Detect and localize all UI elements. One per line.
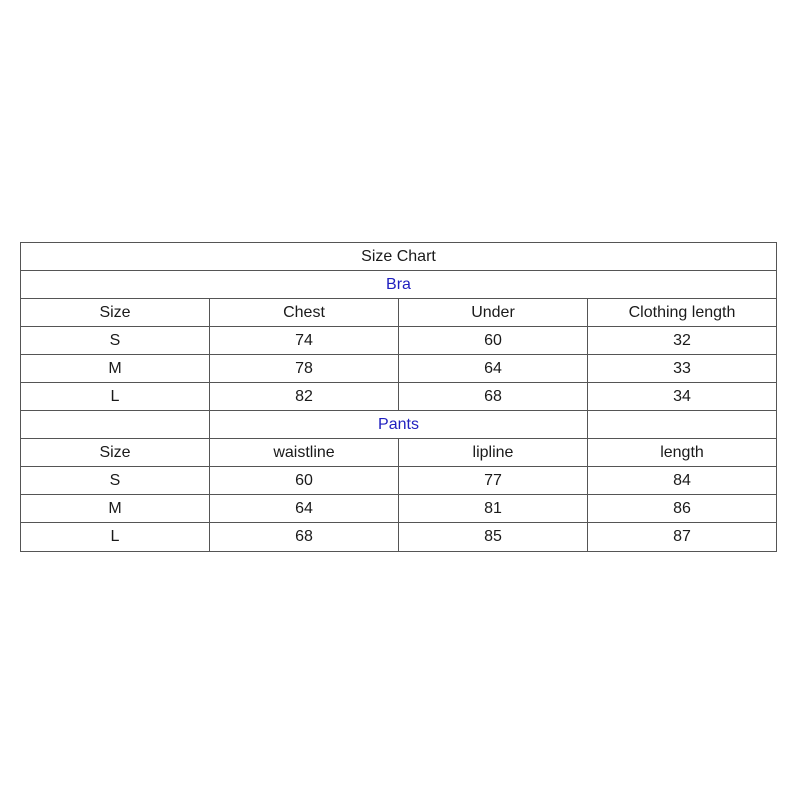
column-header: Under [399,299,588,327]
table-cell: M [21,495,210,523]
table-cell: 81 [399,495,588,523]
table-cell: 64 [210,495,399,523]
table-cell: S [21,327,210,355]
bra-section-row [21,271,777,299]
column-header: Size [21,439,210,467]
table-row [21,467,777,495]
pants-header-row [21,439,777,467]
table-cell: 68 [399,383,588,411]
table-cell: 77 [399,467,588,495]
size-chart-table [20,242,777,552]
title-row [21,243,777,271]
column-header: lipline [399,439,588,467]
bra-section-title: Bra [21,271,777,299]
table-cell: L [21,523,210,552]
table-row [21,523,777,552]
table-cell: 64 [399,355,588,383]
table-row [21,327,777,355]
table-cell: 82 [210,383,399,411]
table-row [21,383,777,411]
table-cell: 87 [588,523,777,552]
column-header: waistline [210,439,399,467]
table-cell: S [21,467,210,495]
bra-header-row [21,299,777,327]
table-cell: 84 [588,467,777,495]
table-cell: 74 [210,327,399,355]
column-header: Size [21,299,210,327]
table-cell: 33 [588,355,777,383]
table-cell: 86 [588,495,777,523]
table-cell: L [21,383,210,411]
pants-section-row [21,411,777,439]
table-cell: 60 [399,327,588,355]
table-row [21,495,777,523]
column-header: length [588,439,777,467]
table-cell: M [21,355,210,383]
empty-cell [588,411,777,439]
table-cell: 34 [588,383,777,411]
column-header: Clothing length [588,299,777,327]
table-cell: 32 [588,327,777,355]
table-cell: 78 [210,355,399,383]
table-cell: 85 [399,523,588,552]
chart-title: Size Chart [21,243,777,271]
table-cell: 60 [210,467,399,495]
table-cell: 68 [210,523,399,552]
table-row [21,355,777,383]
column-header: Chest [210,299,399,327]
empty-cell [21,411,210,439]
pants-section-title: Pants [210,411,588,439]
